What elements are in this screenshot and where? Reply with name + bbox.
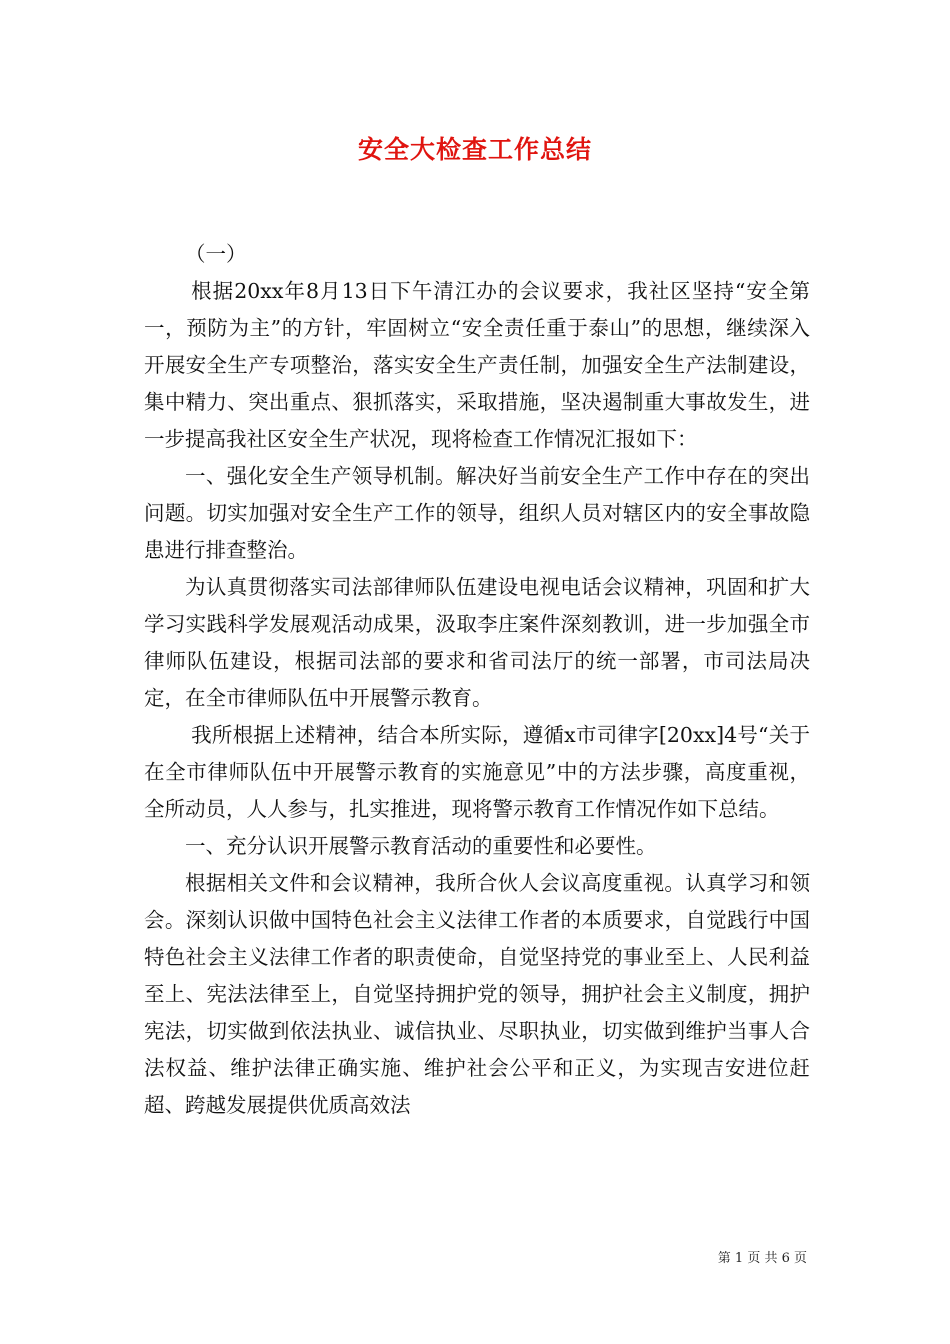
document-title: 安全大检查工作总结 bbox=[357, 135, 592, 164]
paragraph: 一、充分认识开展警示教育活动的重要性和必要性。 bbox=[185, 834, 657, 858]
document-body bbox=[144, 236, 810, 1124]
paragraph: 我所根据上述精神，结合本所实际，遵循x市司律字[20xx]4号“关于在全市律师队伍中开展警示教育的实施意见”中的方法步骤，高度重视，全所动员，人人参与，扎实推进，现将警示教育工作情况作如下总结。 bbox=[144, 723, 810, 821]
page-number: 第 1 页 共 6 页 bbox=[717, 1251, 807, 1266]
paragraph: 根据20xx年8月13日下午清江办的会议要求，我社区坚持“安全第一，预防为主”的方针，牢固树立“安全责任重于泰山”的思想，继续深入开展安全生产专项整治，落实安全生产责任制，加强安全生产法制建设，集中精力、突出重点、狠抓落实，采取措施，坚决遏制重大事故发生，进一步提高我社区安全生产状况，现将检查工作情况汇报如下： bbox=[144, 279, 810, 451]
paragraph: 一、强化安全生产领导机制。解决好当前安全生产工作中存在的突出问题。切实加强对安全生产工作的领导，组织人员对辖区内的安全事故隐患进行排查整治。 bbox=[144, 464, 810, 562]
section-marker: （一） bbox=[185, 242, 247, 266]
paragraph: 为认真贯彻落实司法部律师队伍建设电视电话会议精神，巩固和扩大学习实践科学发展观活动成果，汲取李庄案件深刻教训，进一步加强全市律师队伍建设，根据司法部的要求和省司法厅的统一部署，市司法局决定，在全市律师队伍中开展警示教育。 bbox=[144, 575, 810, 710]
paragraph: 根据相关文件和会议精神，我所合伙人会议高度重视。认真学习和领会。深刻认识做中国特色社会主义法律工作者的本质要求，自觉践行中国特色社会主义法律工作者的职责使命，自觉坚持党的事业至上、人民利益至上、宪法法律至上，自觉坚持拥护党的领导，拥护社会主义制度，拥护宪法，切实做到依法执业、诚信执业、尽职执业，切实做到维护当事人合法权益、维护法律正确实施、维护社会公平和正义，为实现吉安进位赶超、跨越发展提供优质高效法 bbox=[144, 871, 810, 1117]
